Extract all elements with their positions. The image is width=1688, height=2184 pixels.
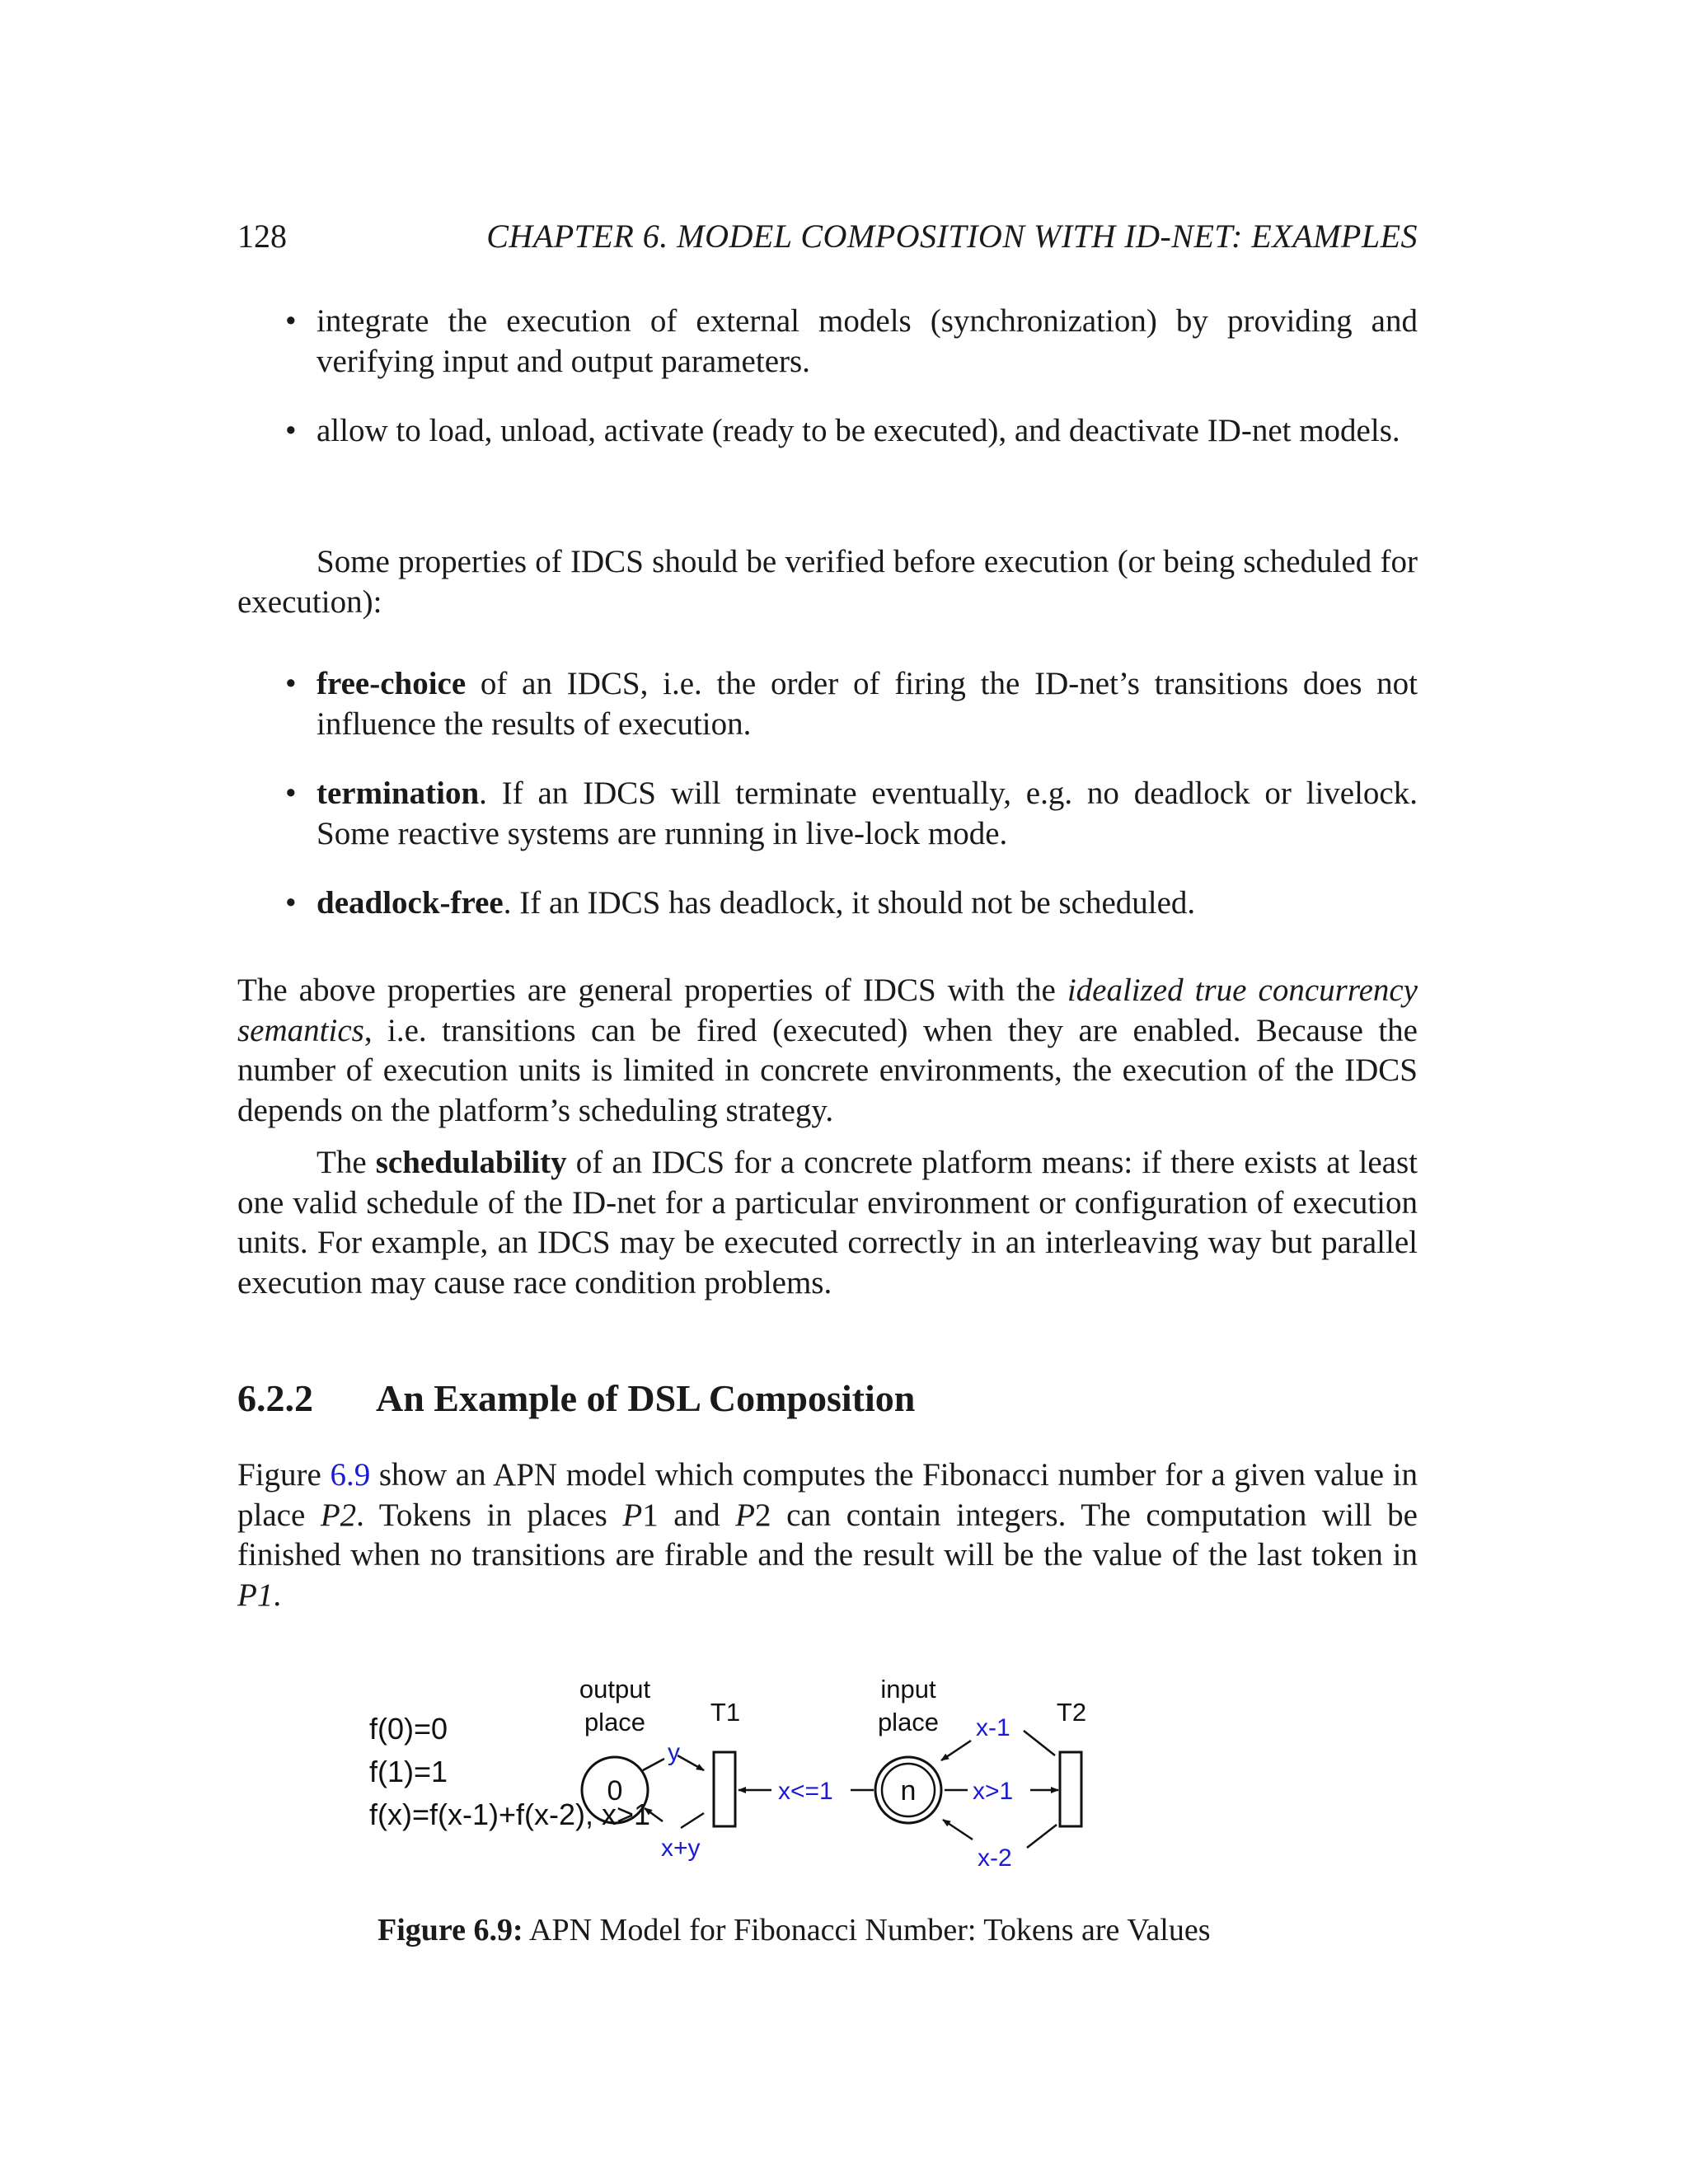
arc-label-x2: x-2 bbox=[978, 1844, 1012, 1872]
paragraph-schedulability: The schedulability of an IDCS for a concrete platform means: if there exists at least one valid schedule of the ID-net for a particular environment or configuration of execution units. For example, an IDCS may be executed correctly in an interleaving way but parallel execution may cause race condition problems. bbox=[237, 1145, 1418, 1301]
arc-y-right bbox=[678, 1755, 704, 1770]
formula-line-3: f(x)=f(x-1)+f(x-2), x>1 bbox=[369, 1797, 651, 1831]
list-item: • termination. If an IDCS will terminate eventually, e.g. no deadlock or livelock. Some reactive systems are running in live-lock mode. bbox=[285, 776, 1418, 851]
arc-x2-left bbox=[943, 1820, 973, 1840]
arc-x1-right bbox=[1024, 1731, 1055, 1755]
arc-label-y: y bbox=[668, 1739, 680, 1766]
figure-caption bbox=[377, 1910, 1211, 1950]
paragraph-properties: Some properties of IDCS should be verified before execution (or being scheduled for execution): bbox=[237, 544, 1418, 620]
figure-apn-model bbox=[361, 1665, 1515, 1904]
bullet-list-properties bbox=[237, 664, 1418, 924]
chapter-title: CHAPTER 6. MODEL COMPOSITION WITH ID-NET: EXAMPLES bbox=[486, 218, 1418, 255]
list-item: • free-choice of an IDCS, i.e. the order of firing the ID-net’s transitions does not influence the results of execution. bbox=[285, 666, 1418, 742]
transition-t1 bbox=[714, 1752, 735, 1826]
arc-x1-left bbox=[941, 1741, 971, 1760]
term-deadlock-free: deadlock-free bbox=[316, 885, 504, 921]
term-free-choice: free-choice bbox=[316, 666, 467, 701]
term-termination: termination bbox=[316, 776, 480, 811]
input-place-label-1: input bbox=[880, 1675, 936, 1704]
arc-label-gt1: x>1 bbox=[973, 1778, 1014, 1805]
section-heading: 6.2.2 An Example of DSL Composition bbox=[237, 1377, 916, 1419]
input-place-label-2: place bbox=[877, 1708, 940, 1736]
arc-xy-right bbox=[681, 1813, 704, 1828]
bullet-icon: • bbox=[285, 666, 297, 701]
output-place-label-2: place bbox=[584, 1708, 646, 1736]
arc-label-xy: x+y bbox=[661, 1835, 701, 1862]
formula-line-2: f(1)=1 bbox=[369, 1755, 448, 1788]
bullet-icon: • bbox=[285, 303, 297, 339]
transition-t2-label: T2 bbox=[1056, 1698, 1087, 1727]
output-place-token: 0 bbox=[607, 1775, 623, 1807]
bullet-list-capabilities bbox=[237, 302, 1418, 452]
bullet-icon: • bbox=[285, 413, 297, 448]
page-number: 128 bbox=[237, 218, 287, 255]
arc-label-guard: x<=1 bbox=[778, 1778, 833, 1805]
paragraph-figure-intro: Figure 6.9 show an APN model which computes the Fibonacci number for a given value in place P2. Tokens in places P1 and P2 can contain integers. The computation will be finished when no transitions are firable and the result will be the value of the last token in P1. bbox=[237, 1457, 1418, 1613]
bullet-icon: • bbox=[285, 885, 297, 921]
list-item: • deadlock-free. If an IDCS has deadlock, it should not be scheduled. bbox=[237, 883, 1418, 924]
apn-diagram bbox=[361, 1665, 1515, 1904]
list-item: • allow to load, unload, activate (ready to be executed), and deactivate ID-net models. bbox=[237, 411, 1418, 452]
input-place-token: n bbox=[900, 1775, 917, 1807]
transition-t2 bbox=[1060, 1752, 1081, 1826]
formula-line-1: f(0)=0 bbox=[369, 1712, 448, 1746]
arc-y-left bbox=[643, 1759, 664, 1770]
output-place-label-1: output bbox=[579, 1675, 651, 1704]
list-item: • integrate the execution of external models (synchronization) by providing and verifying input and output parameters. bbox=[285, 303, 1418, 379]
bullet-icon: • bbox=[285, 776, 297, 811]
paragraph-general-properties: The above properties are general properties of IDCS with the idealized true concurrency semantics, i.e. transitions can be fired (executed) when they are enabled. Because the number of execution units is limited in concrete environments, the execution of the IDCS depends on the platform’s scheduling strategy. bbox=[237, 972, 1418, 1128]
arc-label-x1: x-1 bbox=[976, 1714, 1010, 1741]
figure-ref-link[interactable]: 6.9 bbox=[330, 1457, 371, 1493]
arc-x2-right bbox=[1027, 1825, 1057, 1848]
caption-label: Figure 6.9: bbox=[377, 1913, 523, 1947]
caption-text: APN Model for Fibonacci Number: Tokens are Values bbox=[523, 1913, 1211, 1947]
transition-t1-label: T1 bbox=[710, 1698, 741, 1727]
